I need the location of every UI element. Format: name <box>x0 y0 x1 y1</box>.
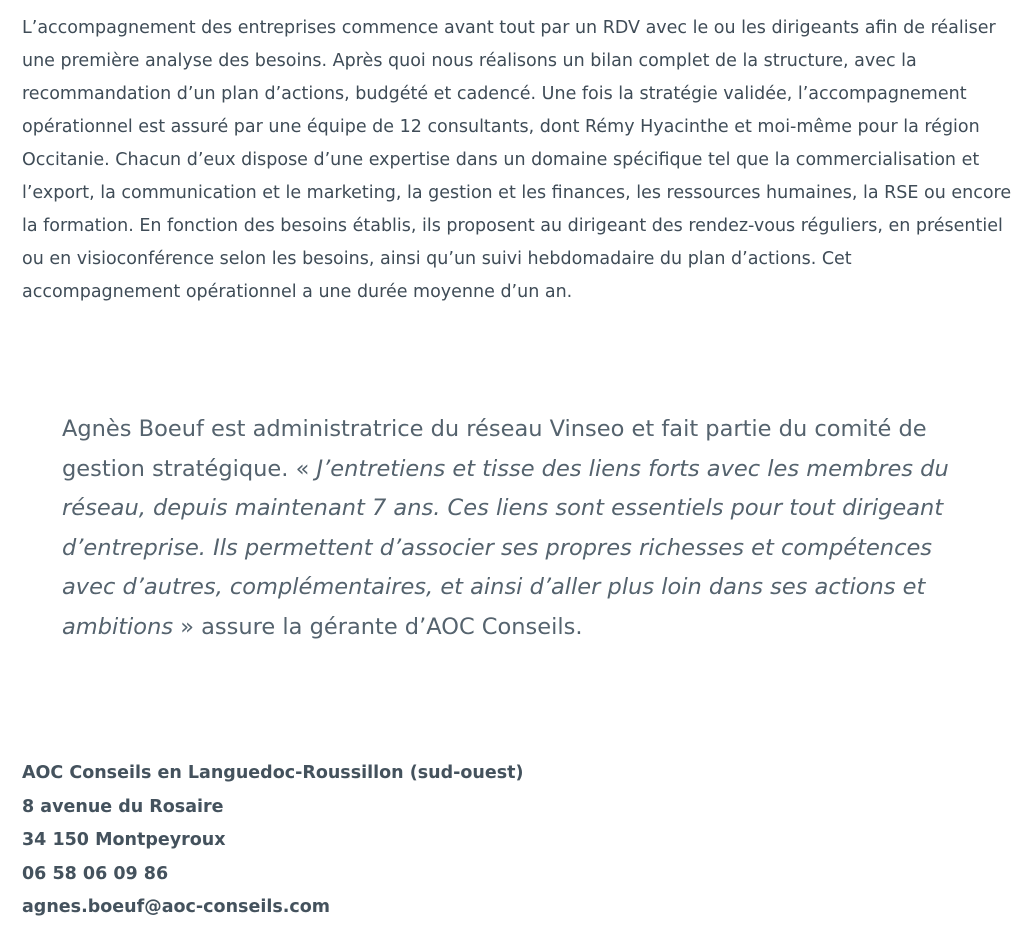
pull-quote <box>62 410 962 648</box>
contact-company: AOC Conseils en Languedoc-Roussillon (sud-ouest) <box>22 763 524 783</box>
contact-street: 8 avenue du Rosaire <box>22 796 224 817</box>
contact-phone: 06 58 06 09 86 <box>22 863 169 884</box>
quote-outro: » assure la gérante d’AOC Conseils. <box>173 613 583 640</box>
contact-block <box>22 757 722 925</box>
article-paragraph: L’accompagnement des entreprises commence avant tout par un RDV avec le ou les dirigeants afin de réaliser une première analyse des besoins. Après quoi nous réalisons un bilan complet de la structure, avec la recommandation d’un plan d’actions, budgété et cadencé. Une fois la stratégie validée, l’accompagnement opérationnel est assuré par une équipe de 12 consultants, dont Rémy Hyacinthe et moi-même pour la région Occitanie. Chacun d’eux dispose d’une expertise dans un domaine spécifique tel que la commercialisation et l’export, la communication et le marketing, la gestion et les finances, les ressources humaines, la RSE ou encore la formation. En fonction des besoins établis, ils proposent au dirigeant des rendez-vous réguliers, en présentiel ou en visioconférence selon les besoins, ainsi qu’un suivi hebdomadaire du plan d’actions. Cet accompagnement opérationnel a une durée moyenne d’un an. <box>22 18 1012 302</box>
quote-italic-text: J’entretiens et tisse des liens forts avec les membres du réseau, depuis maintenant 7 ans. Ces liens sont essentiels pour tout dirigeant d’entreprise. Ils permettent d’associer ses propres richesses et compétences avec d’autres, complémentaires, et ainsi d’aller plus loin dans ses actions et ambitions <box>62 455 949 640</box>
contact-email: agnes.boeuf@aoc-conseils.com <box>22 897 331 917</box>
quote-intro: Agnès Boeuf est administratrice du réseau Vinseo et fait partie du comité de gestion stratégique. « <box>62 416 927 482</box>
contact-city: 34 150 Montpeyroux <box>22 830 226 850</box>
